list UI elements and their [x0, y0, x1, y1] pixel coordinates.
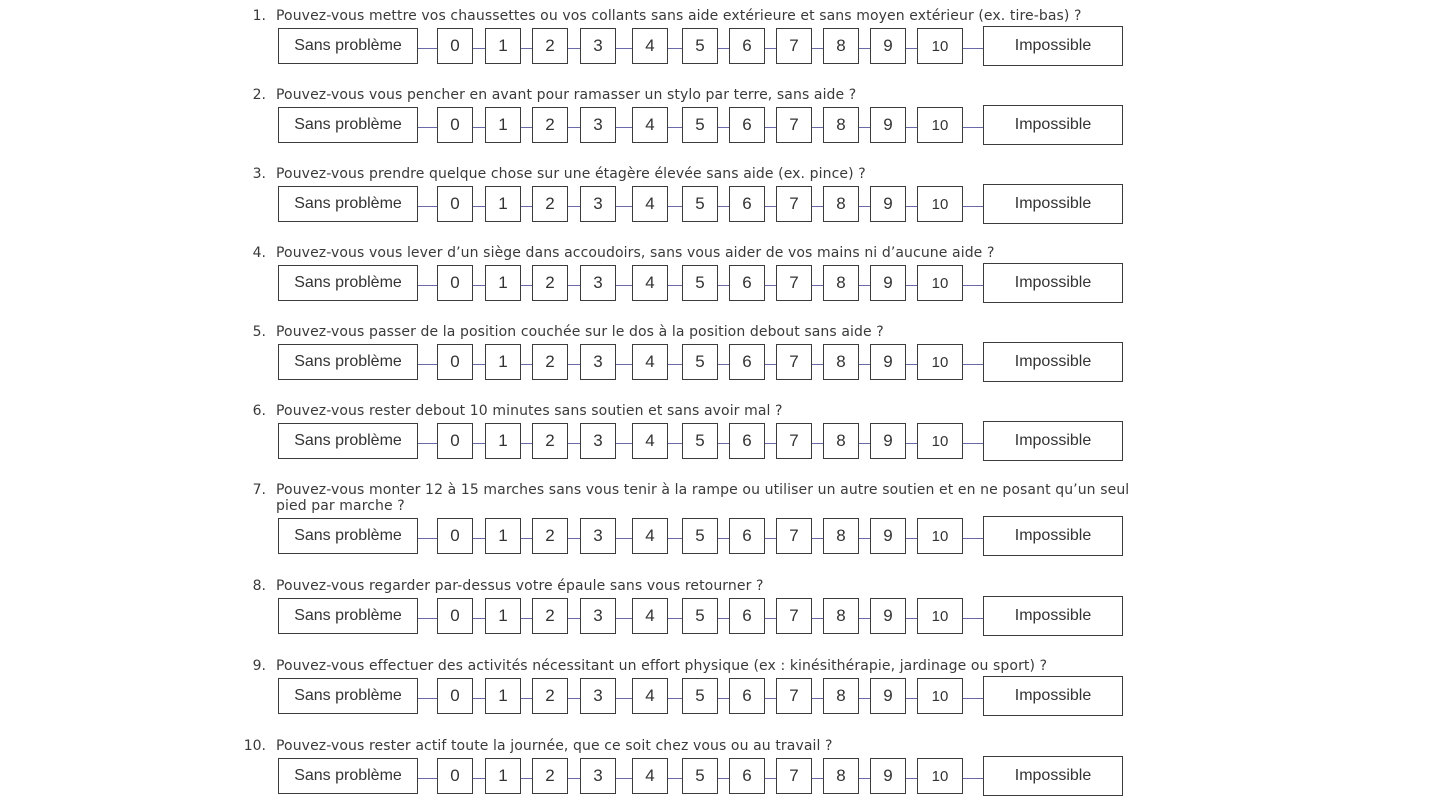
scale-option-7[interactable]: 7	[776, 265, 812, 301]
question-text: Pouvez-vous vous lever d’un siège dans accoudoirs, sans vous aider de vos mains ni d’aucune aide ?	[276, 245, 995, 261]
scale-option-2[interactable]: 2	[532, 344, 568, 380]
scale-option-5[interactable]: 5	[682, 107, 718, 143]
question-number: 4.	[252, 245, 266, 261]
scale-option-9[interactable]: 9	[870, 598, 906, 634]
question-text: Pouvez-vous regarder par-dessus votre épaule sans vous retourner ?	[276, 578, 764, 594]
question-7	[236, 482, 1156, 560]
scale-option-2[interactable]: 2	[532, 423, 568, 459]
scale-left-label: Sans problème	[278, 598, 418, 634]
scale-option-7[interactable]: 7	[776, 344, 812, 380]
scale-left-label: Sans problème	[278, 423, 418, 459]
question-header	[236, 324, 1156, 340]
scale-option-7[interactable]: 7	[776, 678, 812, 714]
scale-option-0[interactable]: 0	[437, 423, 473, 459]
rating-scale	[236, 598, 1156, 640]
scale-option-7[interactable]: 7	[776, 598, 812, 634]
scale-option-0[interactable]: 0	[437, 344, 473, 380]
scale-option-8[interactable]: 8	[823, 678, 859, 714]
scale-option-5[interactable]: 5	[682, 678, 718, 714]
rating-scale	[236, 344, 1156, 386]
scale-option-5[interactable]: 5	[682, 28, 718, 64]
scale-option-0[interactable]: 0	[437, 678, 473, 714]
scale-right-label: Impossible	[983, 421, 1123, 461]
scale-option-8[interactable]: 8	[823, 186, 859, 222]
scale-option-6[interactable]: 6	[729, 186, 765, 222]
rating-scale	[236, 758, 1156, 800]
scale-option-8[interactable]: 8	[823, 107, 859, 143]
scale-option-8[interactable]: 8	[823, 758, 859, 794]
scale-right-label: Impossible	[983, 26, 1123, 66]
scale-option-7[interactable]: 7	[776, 107, 812, 143]
scale-left-label: Sans problème	[278, 518, 418, 554]
question-number: 9.	[252, 658, 266, 674]
scale-option-9[interactable]: 9	[870, 344, 906, 380]
scale-option-1[interactable]: 1	[485, 28, 521, 64]
scale-option-9[interactable]: 9	[870, 423, 906, 459]
question-text: Pouvez-vous mettre vos chaussettes ou vos collants sans aide extérieure et sans moyen extérieur (ex. tire-bas) ?	[276, 8, 1082, 24]
scale-option-5[interactable]: 5	[682, 265, 718, 301]
scale-option-4[interactable]: 4	[632, 423, 668, 459]
scale-right-label: Impossible	[983, 342, 1123, 382]
scale-option-0[interactable]: 0	[437, 107, 473, 143]
scale-option-1[interactable]: 1	[485, 678, 521, 714]
question-8	[236, 578, 1156, 640]
scale-option-3[interactable]: 3	[580, 344, 616, 380]
rating-scale	[236, 28, 1156, 70]
question-10	[236, 738, 1156, 800]
scale-option-7[interactable]: 7	[776, 423, 812, 459]
scale-left-label: Sans problème	[278, 678, 418, 714]
scale-option-8[interactable]: 8	[823, 28, 859, 64]
scale-option-8[interactable]: 8	[823, 265, 859, 301]
scale-option-4[interactable]: 4	[632, 678, 668, 714]
scale-option-3[interactable]: 3	[580, 598, 616, 634]
scale-option-1[interactable]: 1	[485, 423, 521, 459]
scale-option-0[interactable]: 0	[437, 758, 473, 794]
scale-option-1[interactable]: 1	[485, 186, 521, 222]
scale-option-5[interactable]: 5	[682, 518, 718, 554]
scale-option-0[interactable]: 0	[437, 186, 473, 222]
question-text: Pouvez-vous effectuer des activités nécessitant un effort physique (ex : kinésithérapie, jardinage ou sport) ?	[276, 658, 1048, 674]
scale-option-9[interactable]: 9	[870, 758, 906, 794]
scale-option-8[interactable]: 8	[823, 344, 859, 380]
scale-option-4[interactable]: 4	[632, 598, 668, 634]
scale-option-4[interactable]: 4	[632, 107, 668, 143]
question-header	[236, 8, 1156, 24]
question-4	[236, 245, 1156, 307]
question-header	[236, 87, 1156, 103]
scale-left-label: Sans problème	[278, 758, 418, 794]
question-text: Pouvez-vous vous pencher en avant pour ramasser un stylo par terre, sans aide ?	[276, 87, 857, 103]
scale-right-label: Impossible	[983, 596, 1123, 636]
question-3	[236, 166, 1156, 228]
scale-option-3[interactable]: 3	[580, 423, 616, 459]
scale-right-label: Impossible	[983, 184, 1123, 224]
scale-option-5[interactable]: 5	[682, 758, 718, 794]
scale-option-5[interactable]: 5	[682, 186, 718, 222]
rating-scale	[236, 186, 1156, 228]
scale-option-0[interactable]: 0	[437, 28, 473, 64]
scale-option-10[interactable]: 10	[917, 678, 963, 714]
scale-option-1[interactable]: 1	[485, 107, 521, 143]
scale-option-8[interactable]: 8	[823, 518, 859, 554]
scale-option-0[interactable]: 0	[437, 518, 473, 554]
scale-option-7[interactable]: 7	[776, 28, 812, 64]
scale-option-10[interactable]: 10	[917, 28, 963, 64]
scale-option-2[interactable]: 2	[532, 107, 568, 143]
scale-right-label: Impossible	[983, 516, 1123, 556]
scale-option-10[interactable]: 10	[917, 344, 963, 380]
question-number: 10.	[243, 738, 266, 754]
scale-option-4[interactable]: 4	[632, 186, 668, 222]
scale-option-4[interactable]: 4	[632, 344, 668, 380]
question-text: Pouvez-vous rester actif toute la journée, que ce soit chez vous ou au travail ?	[276, 738, 833, 754]
question-5	[236, 324, 1156, 386]
scale-option-7[interactable]: 7	[776, 518, 812, 554]
scale-option-6[interactable]: 6	[729, 28, 765, 64]
scale-option-7[interactable]: 7	[776, 758, 812, 794]
scale-option-9[interactable]: 9	[870, 265, 906, 301]
scale-right-label: Impossible	[983, 263, 1123, 303]
question-text: Pouvez-vous rester debout 10 minutes sans soutien et sans avoir mal ?	[276, 403, 783, 419]
scale-option-1[interactable]: 1	[485, 598, 521, 634]
question-header	[236, 658, 1156, 674]
scale-option-7[interactable]: 7	[776, 186, 812, 222]
scale-option-1[interactable]: 1	[485, 344, 521, 380]
question-number: 2.	[252, 87, 266, 103]
scale-option-10[interactable]: 10	[917, 518, 963, 554]
scale-option-10[interactable]: 10	[917, 598, 963, 634]
question-1	[236, 8, 1156, 70]
question-header	[236, 403, 1156, 419]
question-text: Pouvez-vous passer de la position couchée sur le dos à la position debout sans aide ?	[276, 324, 884, 340]
scale-option-3[interactable]: 3	[580, 186, 616, 222]
scale-option-2[interactable]: 2	[532, 186, 568, 222]
scale-right-label: Impossible	[983, 105, 1123, 145]
rating-scale	[236, 107, 1156, 149]
scale-left-label: Sans problème	[278, 344, 418, 380]
scale-option-9[interactable]: 9	[870, 186, 906, 222]
scale-option-6[interactable]: 6	[729, 344, 765, 380]
scale-option-10[interactable]: 10	[917, 423, 963, 459]
scale-left-label: Sans problème	[278, 265, 418, 301]
scale-option-3[interactable]: 3	[580, 107, 616, 143]
scale-option-2[interactable]: 2	[532, 598, 568, 634]
rating-scale	[236, 678, 1156, 720]
scale-option-3[interactable]: 3	[580, 758, 616, 794]
scale-left-label: Sans problème	[278, 186, 418, 222]
scale-option-8[interactable]: 8	[823, 598, 859, 634]
scale-option-10[interactable]: 10	[917, 186, 963, 222]
scale-option-3[interactable]: 3	[580, 28, 616, 64]
scale-option-2[interactable]: 2	[532, 758, 568, 794]
scale-option-6[interactable]: 6	[729, 423, 765, 459]
question-2	[236, 87, 1156, 149]
scale-option-2[interactable]: 2	[532, 678, 568, 714]
scale-option-6[interactable]: 6	[729, 678, 765, 714]
scale-option-2[interactable]: 2	[532, 518, 568, 554]
scale-option-0[interactable]: 0	[437, 265, 473, 301]
scale-option-6[interactable]: 6	[729, 518, 765, 554]
scale-option-5[interactable]: 5	[682, 598, 718, 634]
scale-option-6[interactable]: 6	[729, 265, 765, 301]
scale-option-10[interactable]: 10	[917, 107, 963, 143]
scale-option-2[interactable]: 2	[532, 265, 568, 301]
scale-option-2[interactable]: 2	[532, 28, 568, 64]
scale-right-label: Impossible	[983, 676, 1123, 716]
scale-option-1[interactable]: 1	[485, 265, 521, 301]
question-6	[236, 403, 1156, 465]
scale-right-label: Impossible	[983, 756, 1123, 796]
scale-option-10[interactable]: 10	[917, 758, 963, 794]
rating-scale	[236, 423, 1156, 465]
scale-left-label: Sans problème	[278, 107, 418, 143]
scale-option-5[interactable]: 5	[682, 423, 718, 459]
scale-option-9[interactable]: 9	[870, 518, 906, 554]
question-header	[236, 738, 1156, 754]
scale-option-8[interactable]: 8	[823, 423, 859, 459]
scale-option-3[interactable]: 3	[580, 518, 616, 554]
rating-scale	[236, 518, 1156, 560]
scale-option-6[interactable]: 6	[729, 107, 765, 143]
question-text: Pouvez-vous prendre quelque chose sur une étagère élevée sans aide (ex. pince) ?	[276, 166, 866, 182]
scale-option-4[interactable]: 4	[632, 28, 668, 64]
scale-option-5[interactable]: 5	[682, 344, 718, 380]
scale-option-4[interactable]: 4	[632, 518, 668, 554]
rating-scale	[236, 265, 1156, 307]
scale-option-3[interactable]: 3	[580, 678, 616, 714]
scale-option-9[interactable]: 9	[870, 678, 906, 714]
question-number: 3.	[252, 166, 266, 182]
scale-option-3[interactable]: 3	[580, 265, 616, 301]
scale-option-1[interactable]: 1	[485, 758, 521, 794]
question-number: 5.	[252, 324, 266, 340]
question-header	[236, 482, 1156, 514]
scale-option-1[interactable]: 1	[485, 518, 521, 554]
scale-option-9[interactable]: 9	[870, 107, 906, 143]
scale-left-label: Sans problème	[278, 28, 418, 64]
scale-option-6[interactable]: 6	[729, 758, 765, 794]
scale-option-9[interactable]: 9	[870, 28, 906, 64]
scale-option-6[interactable]: 6	[729, 598, 765, 634]
question-header	[236, 578, 1156, 594]
scale-option-4[interactable]: 4	[632, 265, 668, 301]
question-text: Pouvez-vous monter 12 à 15 marches sans vous tenir à la rampe ou utiliser un autre soutien et en ne posant qu’un seul pied par marche ?	[276, 482, 1130, 514]
scale-option-4[interactable]: 4	[632, 758, 668, 794]
question-number: 1.	[252, 8, 266, 24]
question-number: 7.	[252, 482, 266, 498]
scale-option-0[interactable]: 0	[437, 598, 473, 634]
question-number: 8.	[252, 578, 266, 594]
question-9	[236, 658, 1156, 720]
question-number: 6.	[252, 403, 266, 419]
question-header	[236, 166, 1156, 182]
scale-option-10[interactable]: 10	[917, 265, 963, 301]
question-header	[236, 245, 1156, 261]
